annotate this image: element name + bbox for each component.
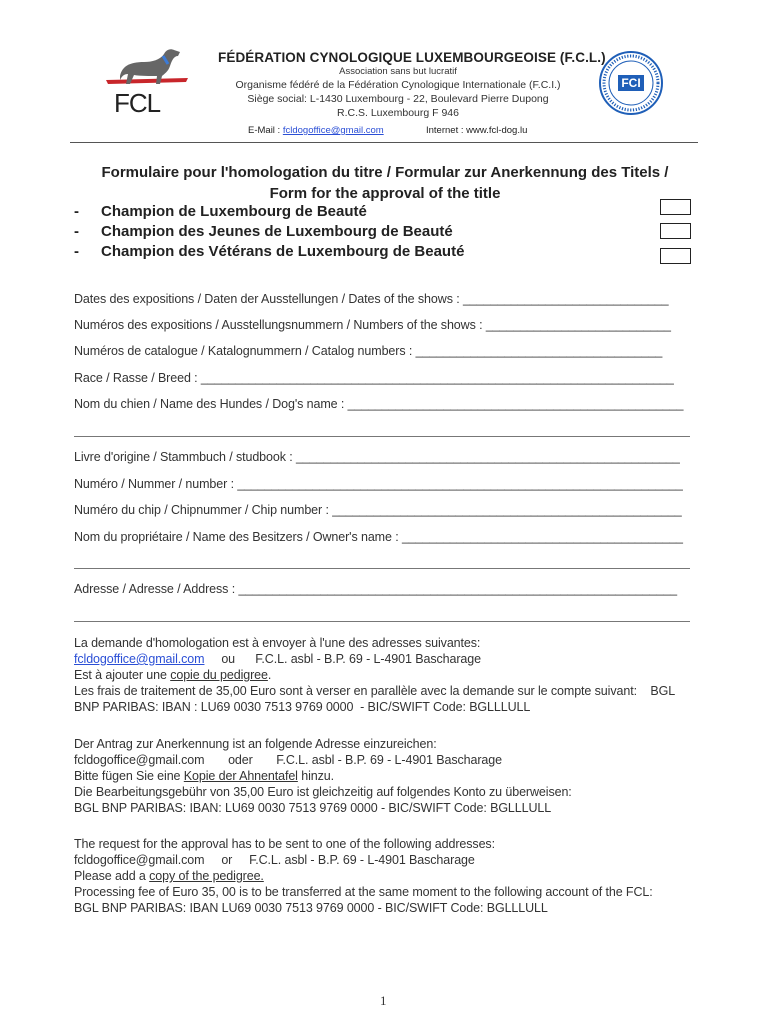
rcs-line: R.C.S. Luxembourg F 946 [337,107,459,119]
option-label: Champion de Luxembourg de Beauté [101,203,367,220]
de-line-3 [74,768,572,784]
checkbox-jeunes[interactable] [660,223,691,239]
instructions-de [74,736,572,816]
title-option-1 [74,203,367,220]
email-label: E-Mail : [248,125,283,136]
title-option-3 [74,243,464,260]
instructions-en [74,836,653,916]
en-line-5: BGL BNP PARIBAS: IBAN LU69 0030 7513 9769 0000 - BIC/SWIFT Code: BGLLLULL [74,901,548,915]
field-catalog-numbers[interactable]: Numéros de catalogue / Katalognummern / Catalog numbers : ____________________________________ [74,344,663,358]
field-owner-name[interactable]: Nom du propriétaire / Name des Besitzers / Owner's name : _________________________________________ [74,530,683,544]
form-title [60,162,710,204]
fcl-logo-text: FCL [114,88,161,118]
form-title-line-2: Form for the approval of the title [269,185,501,202]
address-line: Siège social: L-1430 Luxembourg - 22, Boulevard Pierre Dupong [247,93,549,105]
field-dog-name-continuation[interactable] [74,436,690,437]
fr-line-2 [74,651,675,667]
en-line-2: fcldogoffice@gmail.com or F.C.L. asbl - B.P. 69 - L-4901 Bascharage [74,853,475,867]
instructions-fr [74,635,675,715]
form-title-line-1: Formulaire pour l'homologation du titre / Formular zur Anerkennung des Titels / [101,164,669,181]
fr-email-link[interactable]: fcldogoffice@gmail.com [74,652,205,666]
de-pedigree-link: Kopie der Ahnentafel [183,769,298,783]
fr-line-5: BNP PARIBAS: IBAN : LU69 0030 7513 9769 0000 - BIC/SWIFT Code: BGLLLULL [74,700,531,714]
checkbox-champion[interactable] [660,199,691,215]
field-address[interactable]: Adresse / Adresse / Address : ________________________________________________________________ [74,582,677,596]
field-show-dates[interactable]: Dates des expositions / Daten der Ausstellungen / Dates of the shows : ______________________________ [74,292,669,306]
en-line-1: The request for the approval has to be sent to one of the following addresses: [74,837,495,851]
field-owner-name-continuation[interactable] [74,568,690,569]
fr-postal-address: ou F.C.L. asbl - B.P. 69 - L-4901 Bascharage [204,652,481,666]
de-line-4: Die Bearbeitungsgebühr von 35,00 Euro ist gleichzeitig auf folgendes Konto zu überweisen: [74,785,572,799]
field-number[interactable]: Numéro / Nummer / number : _________________________________________________________________ [74,477,683,491]
option-label: Champion des Vétérans de Luxembourg de Beauté [101,243,465,260]
fr-line-3-end: . [267,668,272,682]
fci-seal-logo [598,50,664,116]
fr-line-1: La demande d'homologation est à envoyer à l'une des adresses suivantes: [74,636,481,650]
en-line-3-text: Please add a [74,869,150,883]
option-dash: - [74,203,79,220]
fr-pedigree-link: copie du pedigree [170,668,268,682]
checkbox-veterans[interactable] [660,248,691,264]
header-divider [70,142,698,143]
en-pedigree-link: copy of the pedigree. [149,869,264,883]
fr-line-4: Les frais de traitement de 35,00 Euro sont à verser en parallèle avec la demande sur le compte suivant: BGL [74,684,676,698]
field-chip-number[interactable]: Numéro du chip / Chipnummer / Chip number : ___________________________________________________ [74,503,682,517]
de-line-3-end: hinzu. [297,769,335,783]
en-line-3 [74,868,653,884]
de-line-5: BGL BNP PARIBAS: IBAN: LU69 0030 7513 9769 0000 - BIC/SWIFT Code: BGLLLULL [74,801,552,815]
fr-line-3-text: Est à ajouter une [74,668,171,682]
internet-contact: Internet : www.fcl-dog.lu [426,125,528,136]
federation-title: FÉDÉRATION CYNOLOGIQUE LUXEMBOURGEOISE (F.C.L.) [218,50,606,65]
field-show-numbers[interactable]: Numéros des expositions / Ausstellungsnummern / Numbers of the shows : ___________________________ [74,318,671,332]
fci-membership-line: Organisme fédéré de la Fédération Cynologique Internationale (F.C.I.) [235,79,561,91]
association-line: Association sans but lucratif [339,66,457,77]
option-dash: - [74,243,79,260]
page-number: 1 [380,993,387,1008]
field-dog-name[interactable]: Nom du chien / Name des Hundes / Dog's name : _________________________________________________ [74,397,684,411]
option-dash: - [74,223,79,240]
de-line-1: Der Antrag zur Anerkennung ist an folgende Adresse einzureichen: [74,737,437,751]
email-contact [248,125,384,136]
email-link[interactable]: fcldogoffice@gmail.com [282,125,384,136]
de-line-2: fcldogoffice@gmail.com oder F.C.L. asbl - B.P. 69 - L-4901 Bascharage [74,753,502,767]
title-option-2 [74,223,453,240]
en-line-4: Processing fee of Euro 35, 00 is to be transferred at the same moment to the following account of the FCL: [74,885,653,899]
field-address-continuation[interactable] [74,621,690,622]
fr-line-3 [74,667,675,683]
logo-red-swoosh [106,78,188,84]
field-studbook[interactable]: Livre d'origine / Stammbuch / studbook : ________________________________________________________ [74,450,680,464]
de-line-3-text: Bitte fügen Sie eine [74,769,184,783]
field-breed[interactable]: Race / Rasse / Breed : _____________________________________________________________________ [74,371,674,385]
fci-badge-text: FCI [621,76,641,90]
option-label: Champion des Jeunes de Luxembourg de Beauté [101,223,453,240]
